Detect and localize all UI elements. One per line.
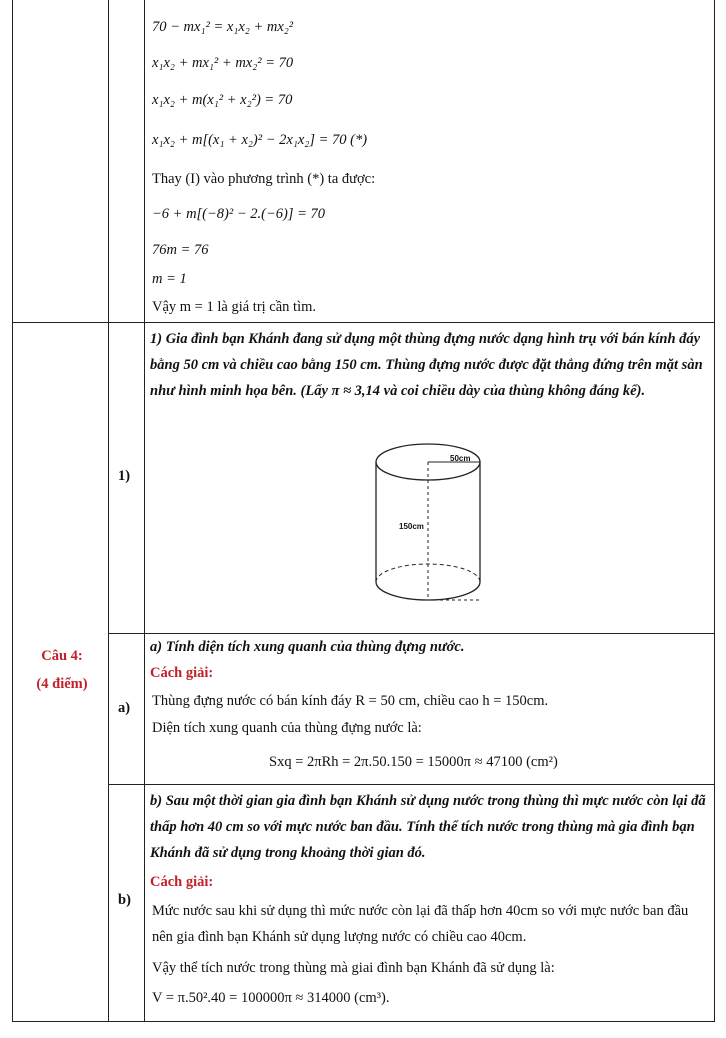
equation-line-7: m = 1 xyxy=(152,271,187,287)
part-a-question: a) Tính diện tích xung quanh của thùng đựng nước. xyxy=(150,639,465,655)
part-b-label: b) xyxy=(118,892,131,908)
part-b-method: Cách giải: xyxy=(150,874,214,890)
part-1-problem: 1) Gia đình bạn Khánh đang sử dụng một thùng đựng nước dạng hình trụ với bán kính đáy bằng 50 cm và chiều cao bằng 150 cm. Thùng đựng nước được đặt thẳng đứng trên mặt sàn như hình minh họa bên. (Lấy π ≈ 3,14 và coi chiều dày của thùng không đáng kể). xyxy=(150,331,703,399)
height-label: 150cm xyxy=(399,522,424,531)
table-border-right xyxy=(714,0,715,1022)
equation-line-5: −6 + m[(−8)² − 2.(−6)] = 70 xyxy=(152,206,326,222)
question-points: (4 điểm) xyxy=(36,676,88,692)
conclusion-text: Vậy m = 1 là giá trị cần tìm. xyxy=(152,299,317,315)
part-b-line-2: Vậy thể tích nước trong thùng mà giai đình bạn Khánh đã sử dụng là: xyxy=(152,960,555,976)
table-row-divider-1 xyxy=(12,322,715,323)
substitution-text: Thay (I) vào phương trình (*) ta được: xyxy=(152,171,376,187)
equation-line-4: x₁x₂ + m[(x₁ + x₂)² − 2x₁x₂] = 70 (*) xyxy=(152,132,368,148)
part-1-label: 1) xyxy=(118,468,131,484)
part-a-formula: Sxq = 2πRh = 2π.50.150 = 15000π ≈ 47100 (cm²) xyxy=(269,754,558,770)
part-b-line-1: Mức nước sau khi sử dụng thì mức nước còn lại đã thấp hơn 40cm so với mực nước ban đầu nên gia đình bạn Khánh sử dụng lượng nước có chiều cao 40cm. xyxy=(152,903,689,945)
equation-line-2: x₁x₂ + mx₁² + mx₂² = 70 xyxy=(152,55,294,71)
part-a-line-1: Thùng đựng nước có bán kính đáy R = 50 cm, chiều cao h = 150cm. xyxy=(152,693,549,709)
table-row-divider-3 xyxy=(108,784,715,785)
table-col-divider-2 xyxy=(144,0,145,1022)
table-border-left xyxy=(12,0,13,1022)
cylinder-figure xyxy=(370,440,490,610)
part-b-formula: V = π.50².40 = 100000π ≈ 314000 (cm³). xyxy=(152,990,390,1006)
part-b-question: b) Sau một thời gian gia đình bạn Khánh sử dụng nước trong thùng thì mực nước còn lại đã thấp hơn 40 cm so với mực nước ban đầu. Tính thể tích nước trong thùng mà gia đình bạn Khánh đã sử dụng trong khoảng thời gian đó. xyxy=(150,793,706,861)
table-border-bottom xyxy=(12,1021,715,1022)
equation-line-1: 70 − mx₁² = x₁x₂ + mx₂² xyxy=(152,19,294,35)
table-col-divider-1 xyxy=(108,0,109,1022)
radius-label: 50cm xyxy=(450,454,471,463)
table-row-divider-2 xyxy=(108,633,715,634)
part-a-method: Cách giải: xyxy=(150,665,214,681)
part-a-label: a) xyxy=(118,700,131,716)
question-label: Câu 4: xyxy=(41,648,83,664)
part-a-line-2: Diện tích xung quanh của thùng đựng nước là: xyxy=(152,720,422,736)
equation-line-3: x₁x₂ + m(x₁² + x₂²) = 70 xyxy=(152,92,293,108)
equation-line-6: 76m = 76 xyxy=(152,242,209,258)
